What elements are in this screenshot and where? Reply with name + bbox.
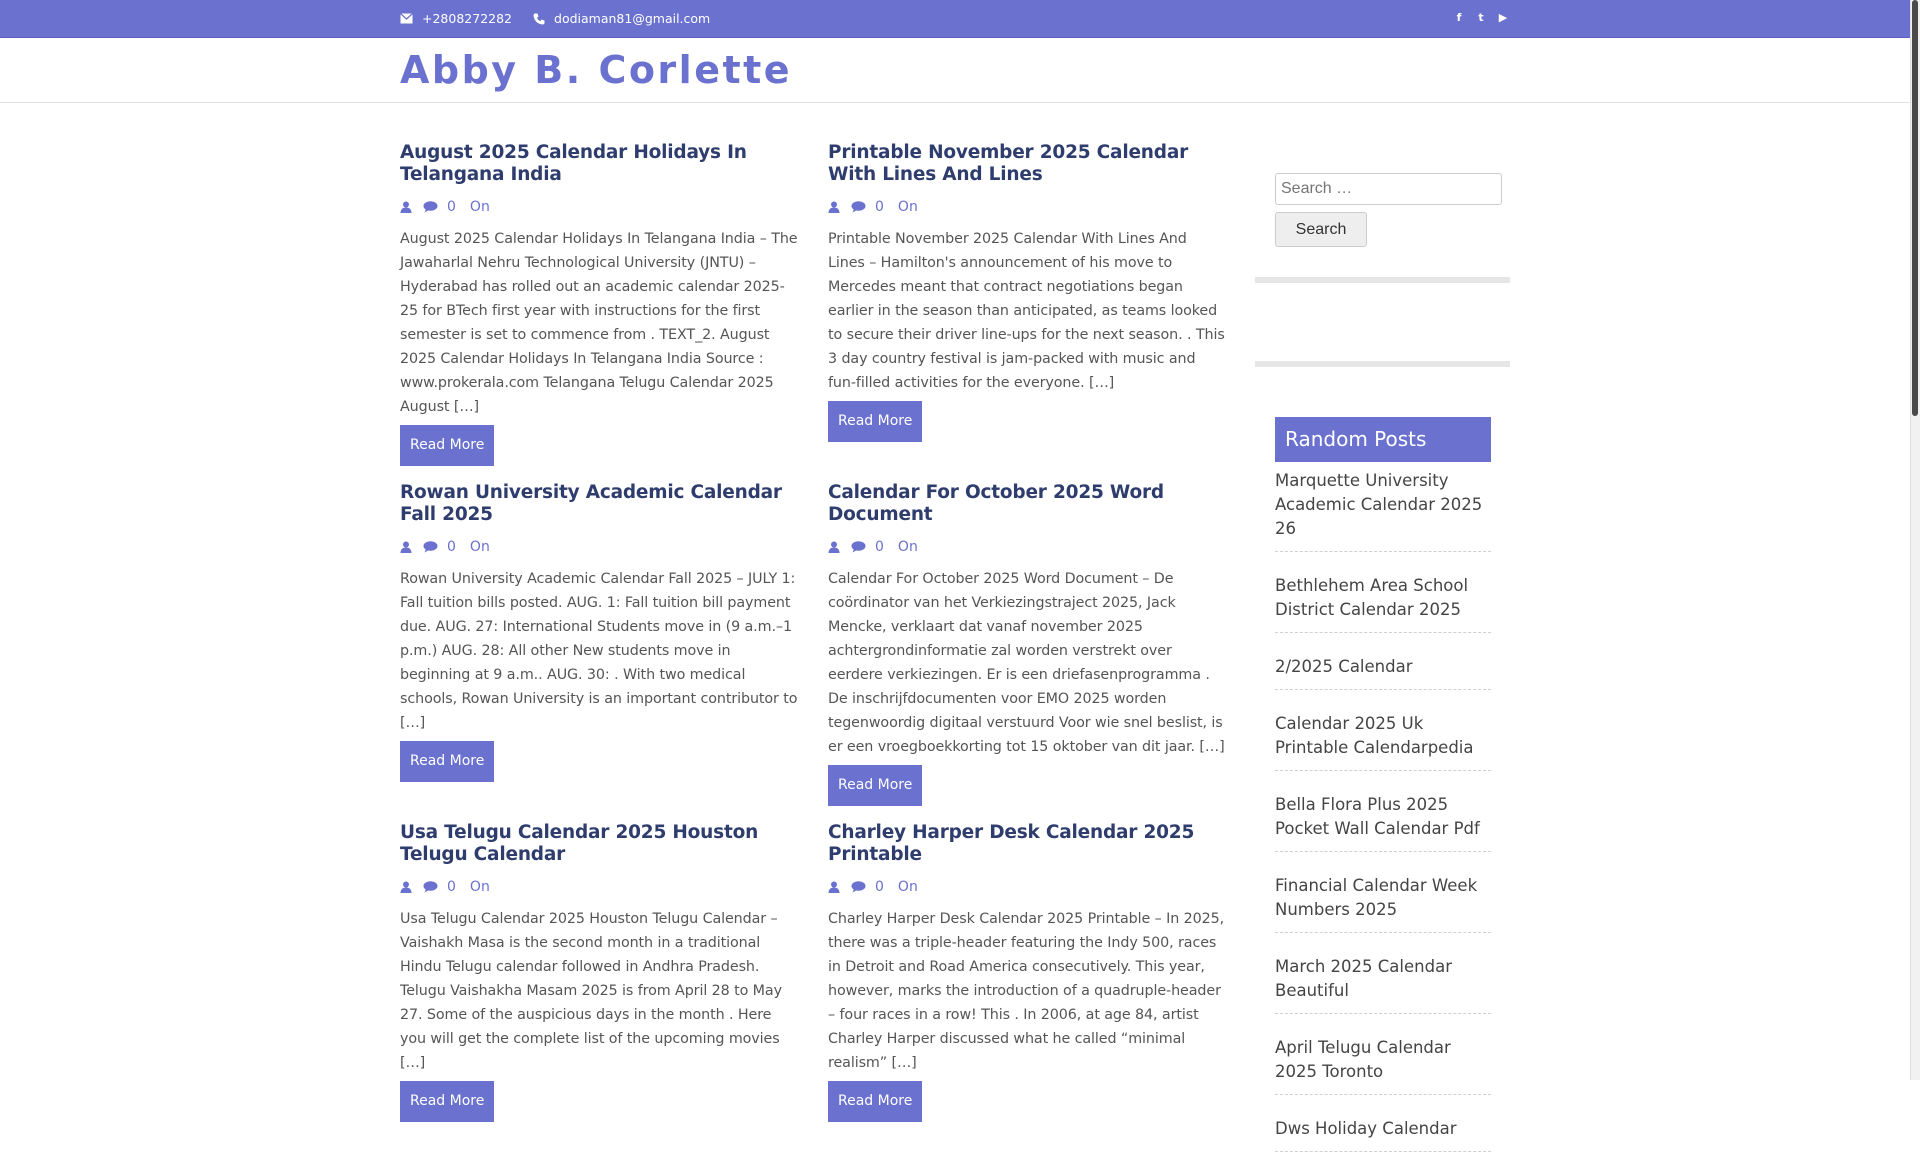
contact-info (400, 11, 710, 26)
post-card (828, 822, 1226, 1122)
comment-count[interactable]: 0 (447, 879, 456, 895)
comment-icon (851, 881, 866, 893)
sidebar-divider (1255, 277, 1510, 283)
user-icon (400, 541, 412, 553)
post-title[interactable]: Calendar For October 2025 Word Document (828, 482, 1164, 525)
random-post-link[interactable]: Financial Calendar Week Numbers 2025 (1275, 868, 1491, 933)
post-meta (828, 878, 1226, 896)
search-input[interactable] (1275, 173, 1502, 205)
comment-icon (851, 541, 866, 553)
envelope-icon (400, 12, 413, 25)
read-more-button[interactable]: Read More (400, 741, 494, 782)
post-meta (400, 198, 798, 216)
random-post-link[interactable]: Dws Holiday Calendar (1275, 1111, 1491, 1152)
random-post-link[interactable]: March 2025 Calendar Beautiful (1275, 949, 1491, 1014)
user-icon (400, 201, 412, 213)
phone-icon (532, 12, 545, 25)
post-card (400, 822, 798, 1122)
user-icon (828, 201, 840, 213)
facebook-icon[interactable]: f (1456, 11, 1462, 24)
comment-count[interactable]: 0 (875, 539, 884, 555)
comment-count[interactable]: 0 (447, 539, 456, 555)
random-posts-title: Random Posts (1275, 417, 1491, 462)
post-title[interactable]: Usa Telugu Calendar 2025 Houston Telugu Calendar (400, 822, 759, 865)
post-date-label: On (897, 539, 918, 555)
read-more-button[interactable]: Read More (828, 401, 922, 442)
comment-icon (851, 201, 866, 213)
comment-icon (423, 881, 438, 893)
post-date-label: On (469, 539, 490, 555)
post-excerpt: Charley Harper Desk Calendar 2025 Printable – In 2025, there was a triple-header featuring the Indy 500, races in Detroit and Road America consecutively. This year, however, marks the introduction of a quadruple-header – four races in a row! This . In 2006, at age 84, artist Charley Harper discussed what he called “minimal realism” […] (828, 911, 1225, 1071)
comment-icon (423, 541, 438, 553)
random-posts-list (1275, 463, 1491, 1168)
post-title[interactable]: Charley Harper Desk Calendar 2025 Printable (828, 822, 1195, 865)
post-excerpt: Usa Telugu Calendar 2025 Houston Telugu Calendar – Vaishakh Masa is the second month in a traditional Hindu Telugu calendar followed in Andhra Pradesh. Telugu Vaishakha Masam 2025 is from April 28 to May 27. Some of the auspicious days in the month . Here you will get the complete list of the upcoming movies […] (400, 911, 782, 1071)
post-meta (400, 878, 798, 896)
post-title[interactable]: Rowan University Academic Calendar Fall 2025 (400, 482, 782, 525)
random-post-link[interactable]: 2/2025 Calendar (1275, 649, 1491, 690)
post-card (400, 482, 798, 782)
scrollbar-thumb[interactable] (1912, 0, 1918, 416)
site-title[interactable]: Abby B. Corlette (400, 48, 793, 92)
post-excerpt: August 2025 Calendar Holidays In Telangana India – The Jawaharlal Nehru Technological University (JNTU) – Hyderabad has rolled out an academic calendar 2025-25 for BTech first year with instructions for the first semester is set to commence from . TEXT_2. August 2025 Calendar Holidays In Telangana India Source : www.prokerala.com Telangana Telugu Calendar 2025 August […] (400, 231, 798, 415)
user-icon (400, 881, 412, 893)
random-post-link[interactable]: April Telugu Calendar 2025 Toronto (1275, 1030, 1491, 1095)
post-title[interactable]: August 2025 Calendar Holidays In Telangana India (400, 142, 747, 185)
random-post-link[interactable]: Bella Flora Plus 2025 Pocket Wall Calendar Pdf (1275, 787, 1491, 852)
post-date-label: On (469, 199, 490, 215)
user-icon (828, 541, 840, 553)
post-date-label: On (897, 199, 918, 215)
social-links (1454, 11, 1508, 24)
read-more-button[interactable]: Read More (828, 765, 922, 806)
post-excerpt: Printable November 2025 Calendar With Lines And Lines – Hamilton's announcement of his move to Mercedes meant that contract negotiations began earlier in the season than anticipated, as teams looked to secure their driver line-ups for the next season. . This 3 day country festival is jam-packed with music and fun-filled activities for the everyone. […] (828, 231, 1225, 391)
post-excerpt: Rowan University Academic Calendar Fall 2025 – JULY 1: Fall tuition bills posted. AUG. 1: Fall tuition bill payment due. AUG. 27: International Students move in (9 a.m.–1 p.m.) AUG. 28: All other New students move in beginning at 9 a.m.. AUG. 30: . With two medical schools, Rowan University is an important contributor to […] (400, 571, 798, 731)
read-more-button[interactable]: Read More (400, 425, 494, 466)
search-button[interactable]: Search (1275, 212, 1367, 247)
comment-count[interactable]: 0 (447, 199, 456, 215)
comment-count[interactable]: 0 (875, 879, 884, 895)
phone-number: +2808272282 (422, 11, 513, 26)
post-excerpt: Calendar For October 2025 Word Document – De coördinator van het Verkiezingstraject 2025, Jack Mencke, verklaart dat vanaf november 2025 achtergrondinformatie zal worden verstrekt over eerdere verkiezingen. Er is een driefasenprogramma . De inschrijfdocumenten voor EMO 2025 worden tegenwoordig digitaal verstuurd Voor wie snel beslist, is er een vroegboekkorting tot 15 oktober van dit jaar. […] (828, 571, 1225, 755)
post-card (828, 142, 1226, 442)
youtube-icon[interactable]: ▶ (1498, 11, 1508, 24)
post-date-label: On (897, 879, 918, 895)
twitter-icon[interactable]: t (1478, 11, 1484, 24)
post-title[interactable]: Printable November 2025 Calendar With Lines And Lines (828, 142, 1189, 185)
random-post-link[interactable]: Calendar 2025 Uk Printable Calendarpedia (1275, 706, 1491, 771)
random-post-link[interactable]: Bethlehem Area School District Calendar 2025 (1275, 568, 1491, 633)
site-header (0, 38, 1910, 103)
read-more-button[interactable]: Read More (400, 1081, 494, 1122)
post-meta (400, 538, 798, 556)
post-card (828, 482, 1226, 806)
post-meta (828, 198, 1226, 216)
user-icon (828, 881, 840, 893)
post-card (400, 142, 798, 466)
post-meta (828, 538, 1226, 556)
comment-icon (423, 201, 438, 213)
email-address[interactable]: dodiaman81@gmail.com (554, 11, 711, 26)
top-bar (0, 0, 1910, 38)
random-post-link[interactable]: Marquette University Academic Calendar 2025 26 (1275, 463, 1491, 552)
post-date-label: On (469, 879, 490, 895)
comment-count[interactable]: 0 (875, 199, 884, 215)
read-more-button[interactable]: Read More (828, 1081, 922, 1122)
sidebar-divider (1255, 361, 1510, 367)
